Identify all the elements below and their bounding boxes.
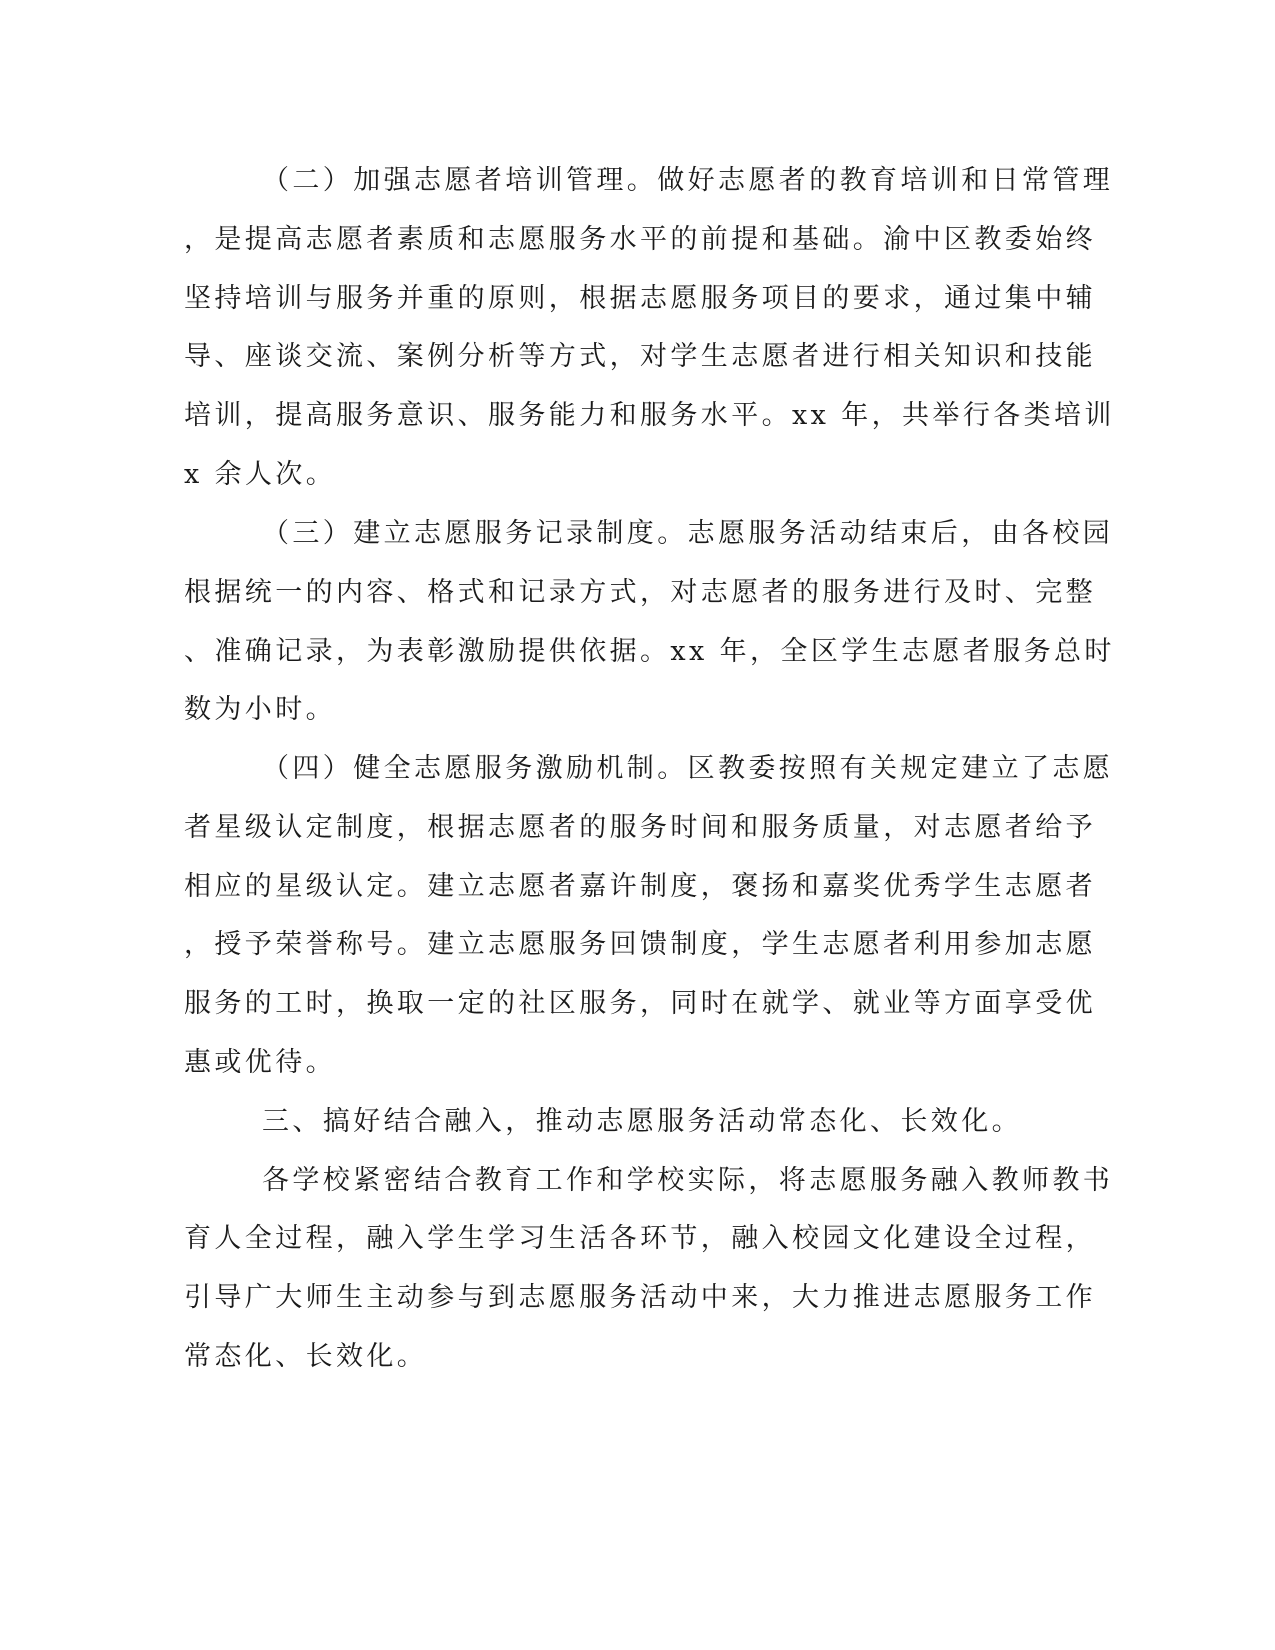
paragraph-1-line-3: 坚持培训与服务并重的原则，根据志愿服务项目的要求，通过集中辅 bbox=[184, 283, 1096, 314]
section-heading-3: 三、搞好结合融入，推动志愿服务活动常态化、长效化。 bbox=[262, 1106, 1022, 1137]
paragraph-3-line-1: （四）健全志愿服务激励机制。区教委按照有关规定建立了志愿 bbox=[262, 753, 1114, 784]
paragraph-2-line-4: 数为小时。 bbox=[184, 694, 336, 725]
paragraph-1-line-6: x 余人次。 bbox=[184, 459, 337, 490]
paragraph-5-line-2: 育人全过程，融入学生学习生活各环节，融入校园文化建设全过程， bbox=[184, 1223, 1096, 1254]
paragraph-1-line-5: 培训，提高服务意识、服务能力和服务水平。xx 年，共举行各类培训 bbox=[184, 400, 1115, 431]
paragraph-5-line-3: 引导广大师生主动参与到志愿服务活动中来，大力推进志愿服务工作 bbox=[184, 1282, 1096, 1313]
paragraph-5-line-4: 常态化、长效化。 bbox=[184, 1341, 428, 1372]
paragraph-2-line-1: （三）建立志愿服务记录制度。志愿服务活动结束后，由各校园 bbox=[262, 518, 1114, 549]
paragraph-3-line-3: 相应的星级认定。建立志愿者嘉许制度，褒扬和嘉奖优秀学生志愿者 bbox=[184, 871, 1096, 902]
paragraph-1-line-4: 导、座谈交流、案例分析等方式，对学生志愿者进行相关知识和技能 bbox=[184, 341, 1096, 372]
paragraph-5-line-1: 各学校紧密结合教育工作和学校实际，将志愿服务融入教师教书 bbox=[262, 1165, 1114, 1196]
paragraph-3-line-2: 者星级认定制度，根据志愿者的服务时间和服务质量，对志愿者给予 bbox=[184, 812, 1096, 843]
paragraph-3-line-5: 服务的工时，换取一定的社区服务，同时在就学、就业等方面享受优 bbox=[184, 988, 1096, 1019]
paragraph-2-line-3: 、准确记录，为表彰激励提供依据。xx 年，全区学生志愿者服务总时 bbox=[184, 636, 1115, 667]
paragraph-3-line-6: 惠或优待。 bbox=[184, 1047, 336, 1078]
paragraph-3-line-4: ，授予荣誉称号。建立志愿服务回馈制度，学生志愿者利用参加志愿 bbox=[184, 929, 1096, 960]
paragraph-1-line-2: ，是提高志愿者素质和志愿服务水平的前提和基础。渝中区教委始终 bbox=[184, 224, 1096, 255]
paragraph-1-line-1: （二）加强志愿者培训管理。做好志愿者的教育培训和日常管理 bbox=[262, 165, 1114, 196]
paragraph-2-line-2: 根据统一的内容、格式和记录方式，对志愿者的服务进行及时、完整 bbox=[184, 577, 1096, 608]
